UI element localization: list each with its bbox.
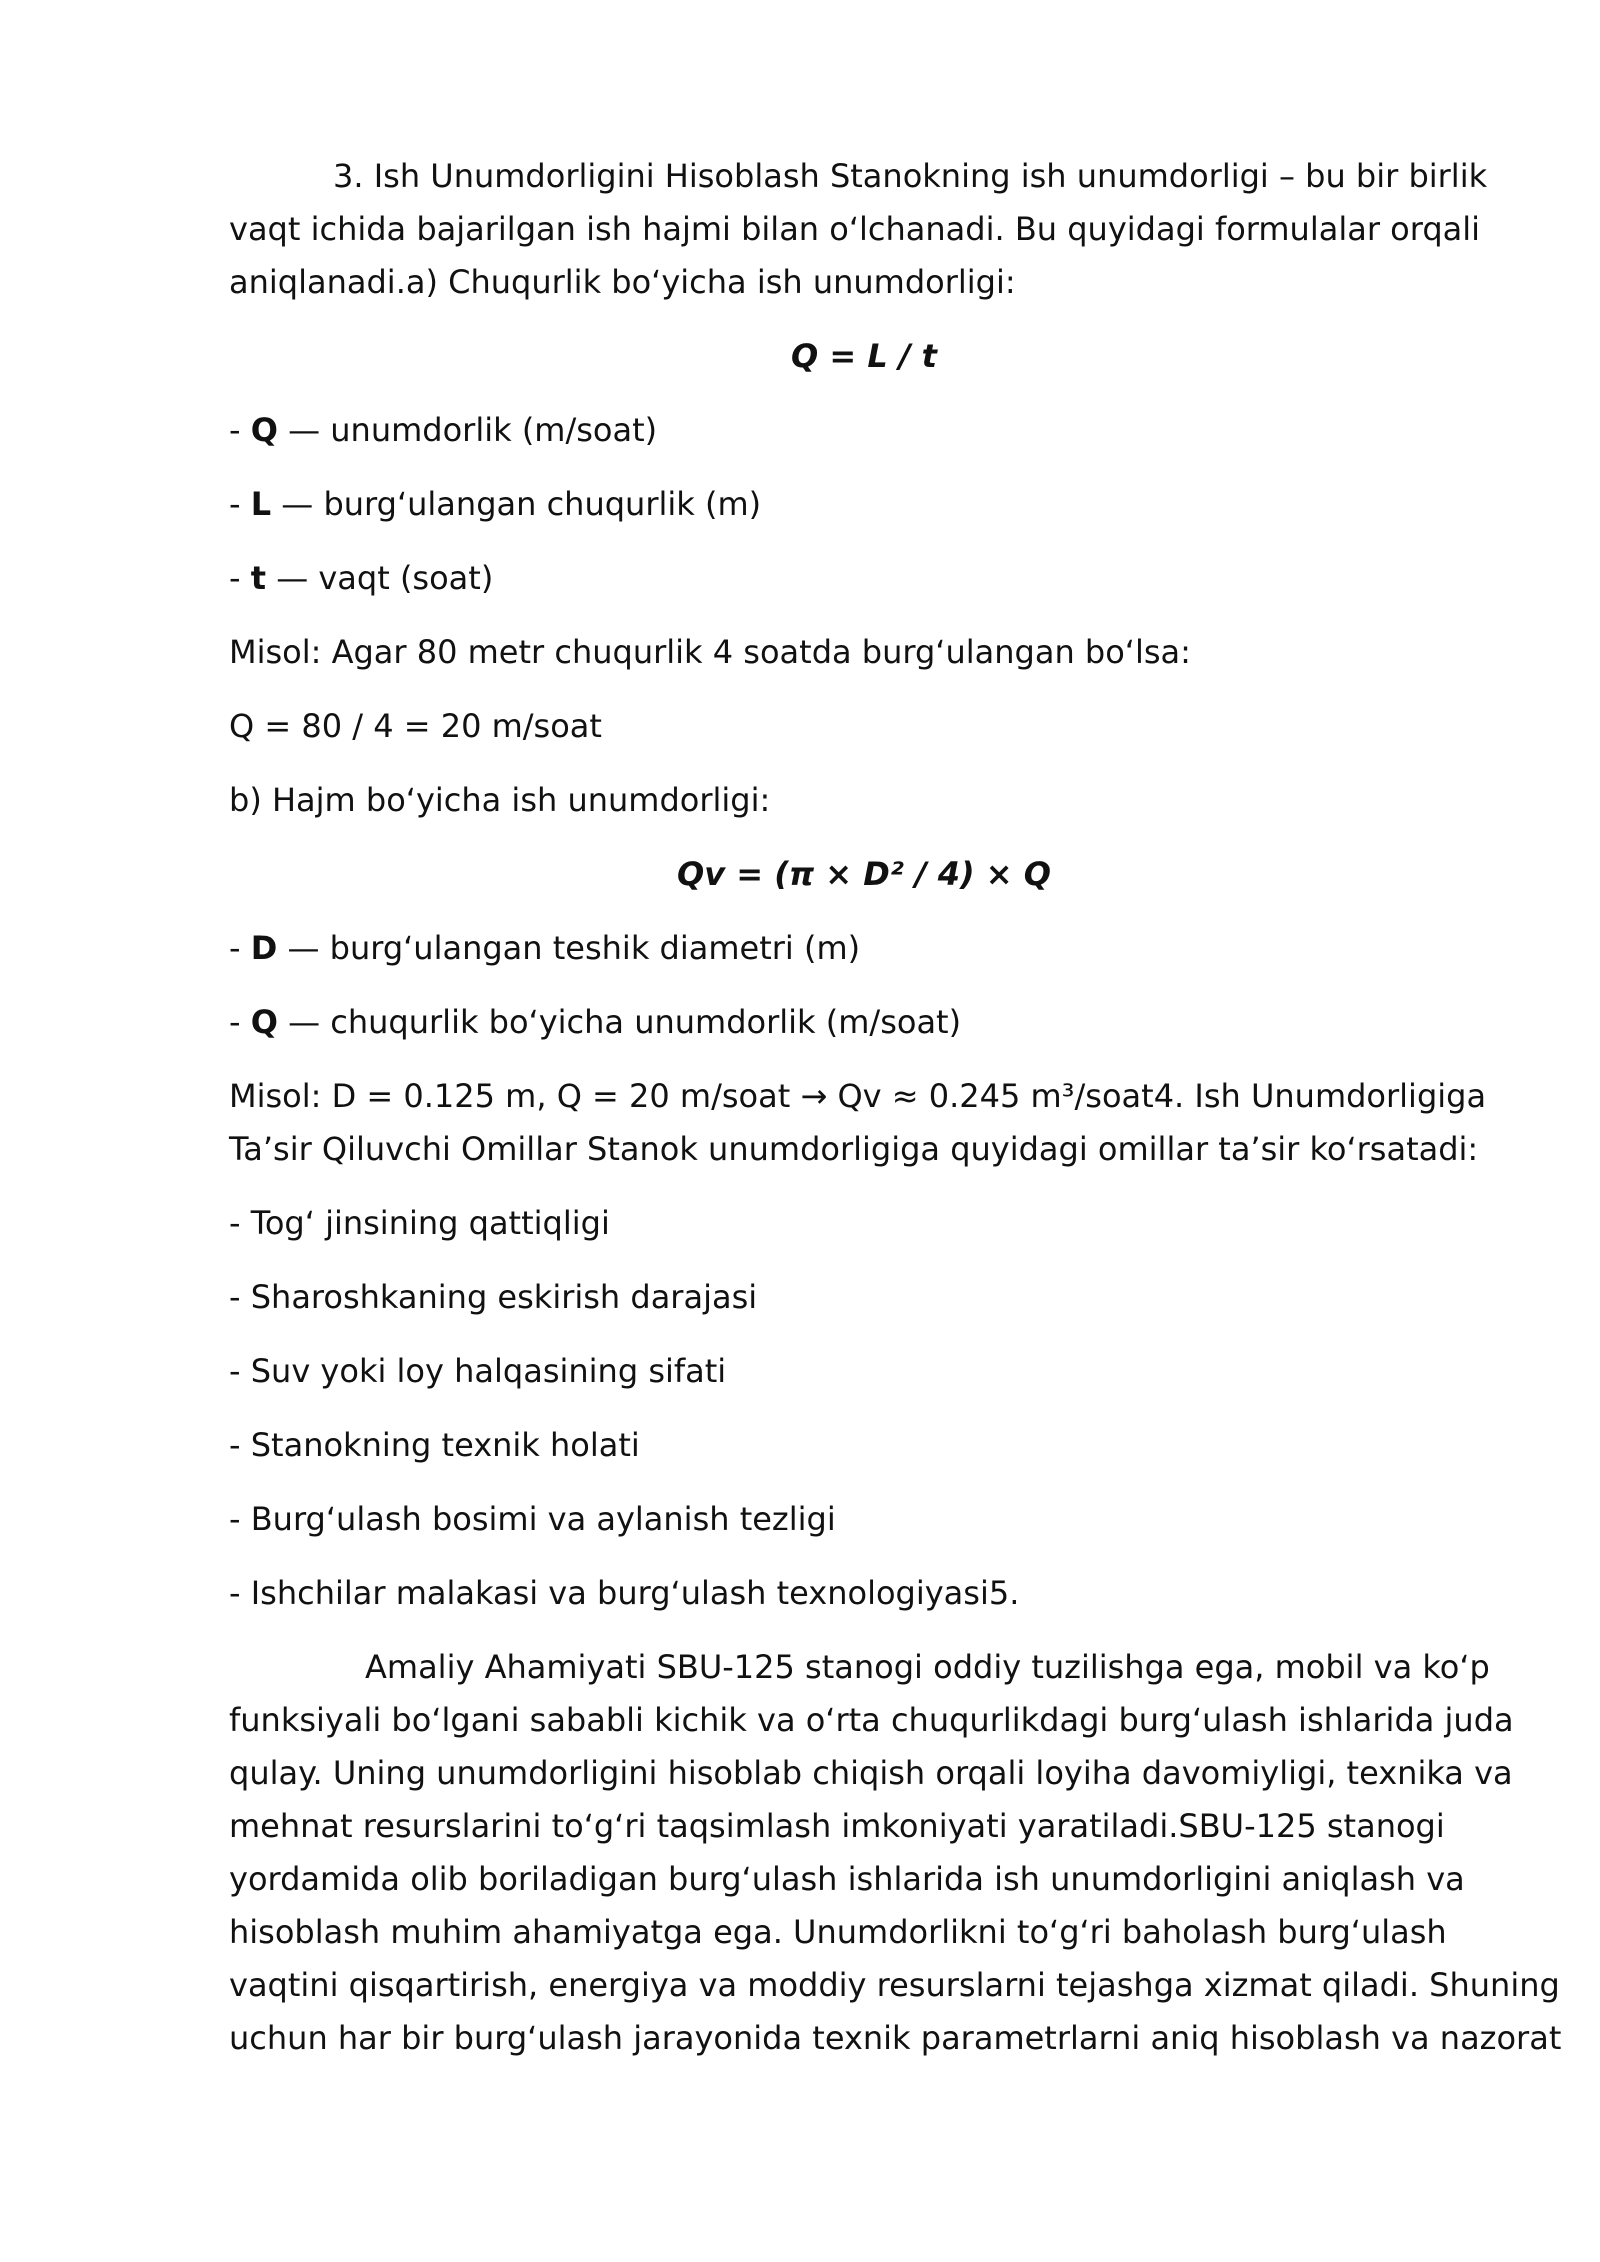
paragraph-line: vaqtini qisqartirish, energiya va moddiy resurslarni tejashga xizmat qiladi. Shuning xyxy=(229,1966,1560,2004)
factor-item: - Stanokning texnik holati xyxy=(229,1426,640,1464)
formula-depth-productivity: Q = L / t xyxy=(791,337,937,375)
paragraph-line: uchun har bir burg‘ulash jarayonida texnik parametrlarni aniq hisoblash va nazorat xyxy=(229,2019,1562,2057)
definition-symbol: t xyxy=(250,559,267,597)
definition-q-depth: - Q — chuqurlik bo‘yicha unumdorlik (m/soat) xyxy=(229,1003,962,1041)
paragraph-line: yordamida olib boriladigan burg‘ulash ishlarida ish unumdorligini aniqlash va xyxy=(229,1860,1465,1898)
factors-list xyxy=(229,1197,1499,1620)
paragraph-line: aniqlanadi.a) Chuqurlik bo‘yicha ish unumdorligi: xyxy=(229,263,1016,301)
paragraph-line: 3. Ish Unumdorligini Hisoblash Stanokning ish unumdorligi – bu bir birlik xyxy=(333,157,1488,195)
factor-item: - Suv yoki loy halqasining sifati xyxy=(229,1352,727,1390)
section-3-paragraph xyxy=(229,150,1499,309)
factor-item: - Burg‘ulash bosimi va aylanish tezligi xyxy=(229,1500,836,1538)
paragraph-line: qulay. Uning unumdorligini hisoblab chiqish orqali loyiha davomiyligi, texnika va xyxy=(229,1754,1513,1792)
section-5-paragraph xyxy=(229,1641,1562,2065)
paragraph-line: Amaliy Ahamiyati SBU-125 stanogi oddiy tuzilishga ega, mobil va ko‘p xyxy=(365,1648,1490,1686)
definition-symbol: L xyxy=(250,485,272,523)
definition-text: — unumdorlik (m/soat) xyxy=(277,411,658,449)
paragraph-line: funksiyali bo‘lgani sababli kichik va o‘rta chuqurlikdagi burg‘ulash ishlarida juda xyxy=(229,1701,1514,1739)
definition-text: — burg‘ulangan teshik diametri (m) xyxy=(277,929,861,967)
definition-q: - Q — unumdorlik (m/soat) xyxy=(229,411,658,449)
definition-l: - L — burg‘ulangan chuqurlik (m) xyxy=(229,485,762,523)
paragraph-line: Ta’sir Qiluvchi Omillar Stanok unumdorligiga quyidagi omillar ta’sir ko‘rsatadi: xyxy=(229,1130,1479,1168)
example-1-calc: Q = 80 / 4 = 20 m/soat xyxy=(229,707,602,745)
factor-item: - Ishchilar malakasi va burg‘ulash texnologiyasi5. xyxy=(229,1574,1020,1612)
paragraph-line: vaqt ichida bajarilgan ish hajmi bilan o‘lchanadi. Bu quyidagi formulalar orqali xyxy=(229,210,1481,248)
paragraph-line: mehnat resurslarini to‘g‘ri taqsimlash imkoniyati yaratiladi.SBU-125 stanogi xyxy=(229,1807,1445,1845)
definition-symbol: Q xyxy=(250,411,278,449)
factor-item: - Sharoshkaning eskirish darajasi xyxy=(229,1278,758,1316)
factor-item: - Tog‘ jinsining qattiqligi xyxy=(229,1204,610,1242)
definition-t: - t — vaqt (soat) xyxy=(229,559,494,597)
definition-text: — burg‘ulangan chuqurlik (m) xyxy=(271,485,762,523)
definition-d: - D — burg‘ulangan teshik diametri (m) xyxy=(229,929,861,967)
paragraph-line: hisoblash muhim ahamiyatga ega. Unumdorlikni to‘g‘ri baholash burg‘ulash xyxy=(229,1913,1447,1951)
definition-text: — vaqt (soat) xyxy=(266,559,494,597)
example-2-paragraph xyxy=(229,1070,1499,1176)
paragraph-line: Misol: D = 0.125 m, Q = 20 m/soat → Qv ≈ 0.245 m³/soat4. Ish Unumdorligiga xyxy=(229,1077,1487,1115)
formula-volume-productivity: Qv = (π × D² / 4) × Q xyxy=(677,855,1051,893)
definition-symbol: D xyxy=(250,929,278,967)
example-1-text: Misol: Agar 80 metr chuqurlik 4 soatda burg‘ulangan bo‘lsa: xyxy=(229,633,1191,671)
document-body xyxy=(229,150,1562,2065)
definition-symbol: Q xyxy=(250,1003,278,1041)
definition-text: — chuqurlik bo‘yicha unumdorlik (m/soat) xyxy=(277,1003,962,1041)
part-b-heading: b) Hajm bo‘yicha ish unumdorligi: xyxy=(229,781,771,819)
